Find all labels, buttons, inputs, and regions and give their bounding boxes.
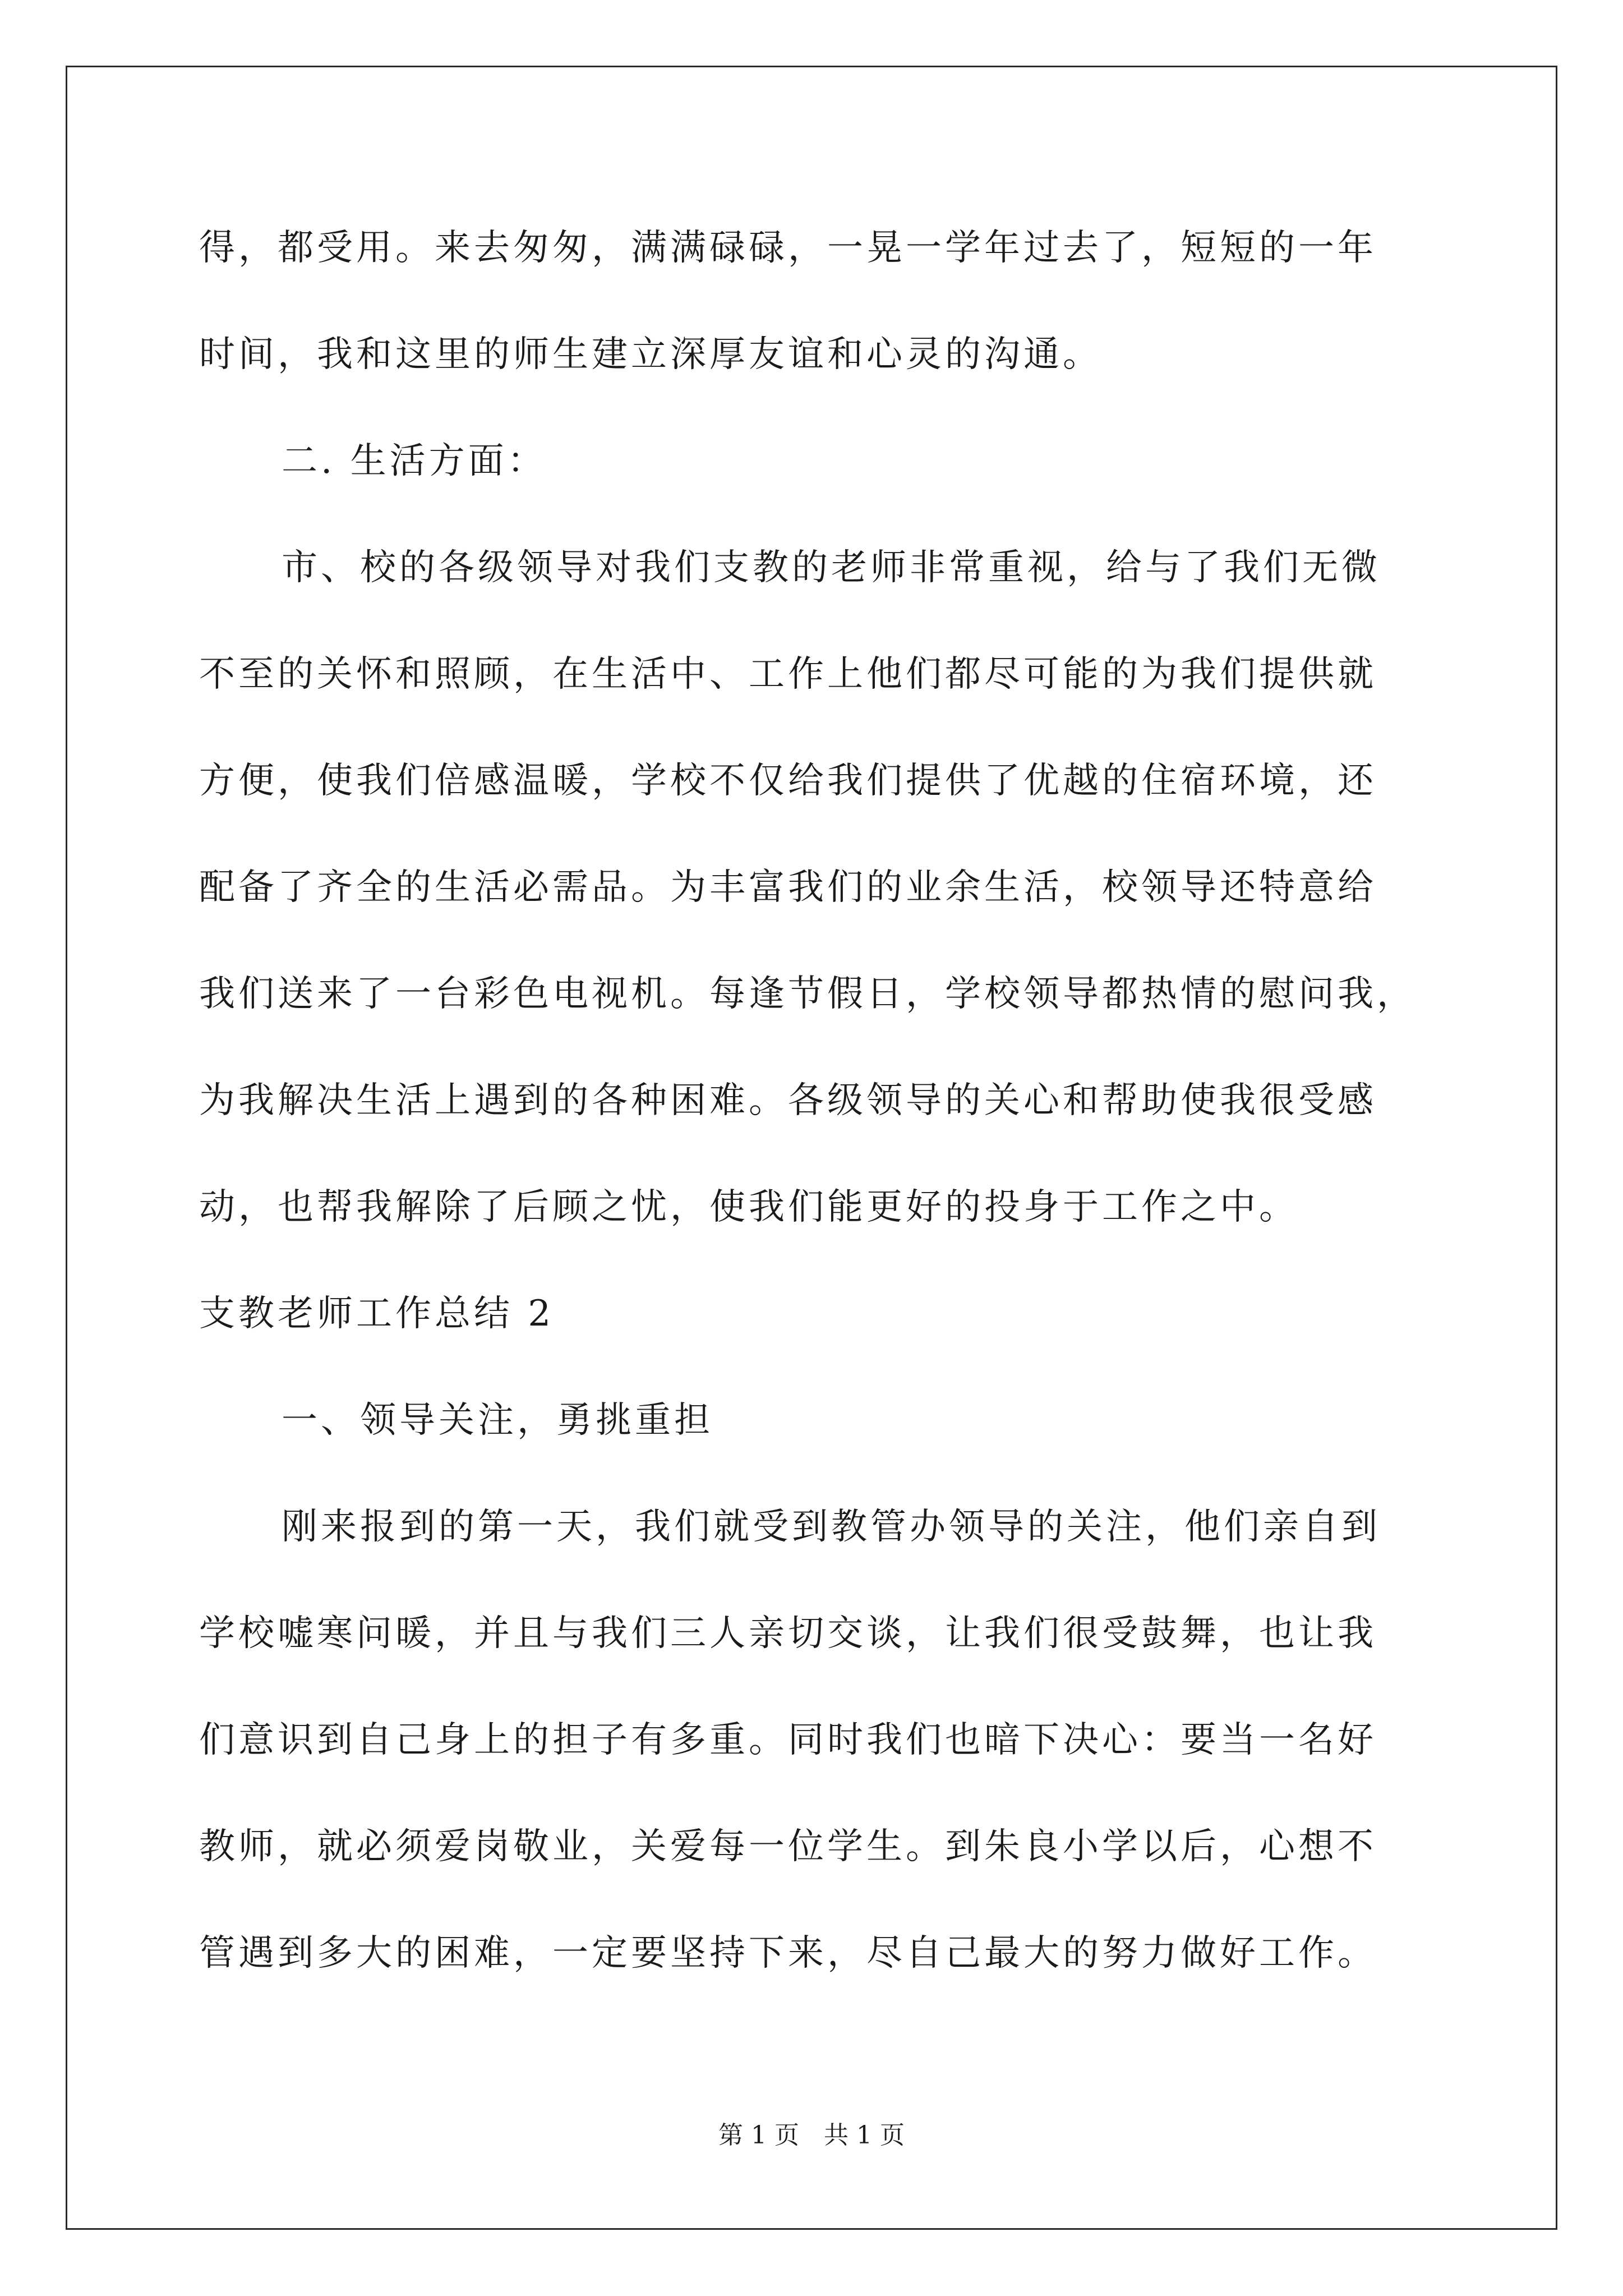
paragraph-line: 得，都受用。来去匆匆，满满碌碌，一晃一学年过去了，短短的一年 xyxy=(199,227,1377,269)
paragraph-line: 不至的关怀和照顾，在生活中、工作上他们都尽可能的为我们提供就 xyxy=(199,654,1377,695)
paragraph-line: 刚来报到的第一天，我们就受到教管办领导的关注，他们亲自到 xyxy=(282,1506,1381,1548)
paragraph-line: 动，也帮我解除了后顾之忧，使我们能更好的投身于工作之中。 xyxy=(199,1186,1298,1228)
section-heading: 一、领导关注，勇挑重担 xyxy=(282,1400,713,1441)
paragraph-line: 教师，就必须爱岗敬业，关爱每一位学生。到朱良小学以后，心想不 xyxy=(199,1826,1377,1867)
paragraph-line: 方便，使我们倍感温暖，学校不仅给我们提供了优越的住宿环境，还 xyxy=(199,760,1377,802)
section-heading: 二. 生活方面： xyxy=(282,440,547,482)
paragraph-line: 管遇到多大的困难，一定要坚持下来，尽自己最大的努力做好工作。 xyxy=(199,1932,1377,1974)
paragraph-line: 学校嘘寒问暖，并且与我们三人亲切交谈，让我们很受鼓舞，也让我 xyxy=(199,1613,1377,1654)
page-border xyxy=(66,66,1557,2230)
document-title: 支教老师工作总结 2 xyxy=(199,1293,555,1335)
paragraph-line: 我们送来了一台彩色电视机。每逢节假日，学校领导都热情的慰问我， xyxy=(199,973,1416,1015)
paragraph-line: 们意识到自己身上的担子有多重。同时我们也暗下决心：要当一名好 xyxy=(199,1719,1377,1761)
page-footer: 第 1 页 共 1 页 xyxy=(718,2121,905,2150)
paragraph-line: 配备了齐全的生活必需品。为丰富我们的业余生活，校领导还特意给 xyxy=(199,867,1377,908)
paragraph-line: 时间，我和这里的师生建立深厚友谊和心灵的沟通。 xyxy=(199,334,1102,375)
paragraph-line: 为我解决生活上遇到的各种困难。各级领导的关心和帮助使我很受感 xyxy=(199,1080,1377,1121)
paragraph-line: 市、校的各级领导对我们支教的老师非常重视，给与了我们无微 xyxy=(282,547,1381,588)
